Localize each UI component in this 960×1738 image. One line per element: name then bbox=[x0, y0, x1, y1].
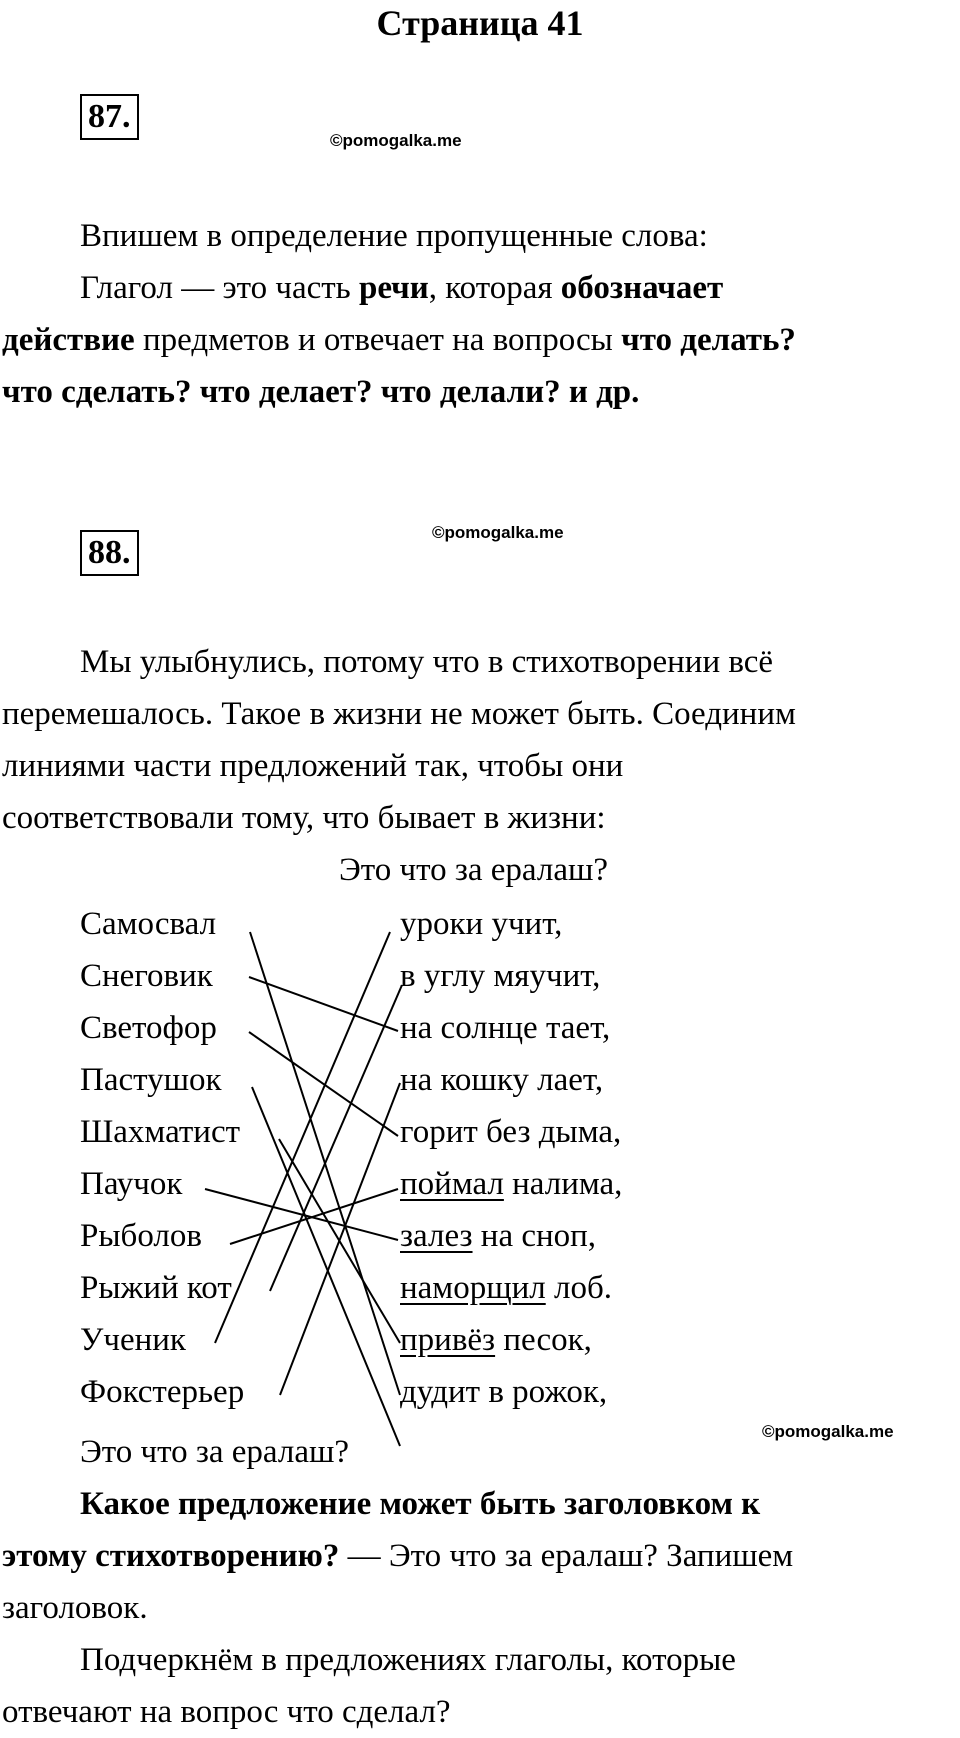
task88-para-line1: Мы улыбнулись, потому что в стихотворении всё bbox=[80, 644, 774, 680]
watermark: ©pomogalka.me bbox=[762, 1422, 894, 1441]
match-line bbox=[230, 1189, 398, 1244]
text: в углу мяучит, bbox=[400, 958, 601, 994]
task88-para-line3: линиями части предложений так, чтобы они bbox=[2, 748, 624, 784]
match-line bbox=[270, 985, 402, 1291]
text: дудит в рожок, bbox=[400, 1374, 608, 1410]
text: уроки учит, bbox=[400, 906, 563, 942]
task87-definition-line2 bbox=[2, 314, 796, 366]
text: песок, bbox=[495, 1322, 592, 1358]
right-item bbox=[400, 1062, 603, 1098]
question-line2 bbox=[2, 1530, 793, 1582]
match-line bbox=[279, 1139, 400, 1343]
match-line bbox=[280, 1083, 400, 1395]
verb: наморщил bbox=[400, 1270, 546, 1306]
filled-word: что делать? bbox=[621, 322, 796, 358]
left-item: Светофор bbox=[80, 1010, 217, 1046]
filled-word: обозначает bbox=[560, 270, 724, 306]
task88-para-line4: соответствовали тому, что бывает в жизни: bbox=[2, 800, 606, 836]
match-line bbox=[215, 932, 390, 1343]
task-number-88: 88. bbox=[80, 530, 139, 576]
task87-intro: Впишем в определение пропущенные слова: bbox=[80, 218, 708, 254]
left-item: Пастушок bbox=[80, 1062, 222, 1098]
left-item: Рыболов bbox=[80, 1218, 202, 1254]
text: горит без дыма, bbox=[400, 1114, 622, 1150]
match-line bbox=[252, 1087, 400, 1446]
left-item: Рыжий кот bbox=[80, 1270, 232, 1306]
match-line bbox=[205, 1189, 398, 1240]
task88-para-line2: перемешалось. Такое в жизни не может быть. Соединим bbox=[2, 696, 796, 732]
text: на сноп, bbox=[472, 1218, 597, 1254]
page-title: Страница 41 bbox=[376, 3, 584, 43]
underline-instr-line1: Подчеркнём в предложениях глаголы, которые bbox=[80, 1642, 736, 1678]
match-line bbox=[250, 932, 400, 1395]
text: налима, bbox=[503, 1166, 623, 1202]
left-item: Паучок bbox=[80, 1166, 183, 1202]
left-item: Снеговик bbox=[80, 958, 213, 994]
filled-word: действие bbox=[2, 322, 135, 358]
left-item: Шахматист bbox=[80, 1114, 241, 1150]
right-item bbox=[400, 906, 562, 942]
right-item bbox=[400, 1166, 622, 1202]
text: , которая bbox=[428, 270, 561, 306]
match-line bbox=[249, 977, 398, 1031]
filled-word: речи bbox=[358, 270, 429, 306]
question-bold: этому стихотворению? bbox=[2, 1538, 340, 1574]
text: предметов и отвечает на вопросы bbox=[134, 322, 622, 358]
right-item bbox=[400, 1322, 592, 1358]
text: лоб. bbox=[545, 1270, 612, 1306]
task87-definition-line3: что сделать? что делает? что делали? и др. bbox=[2, 374, 640, 410]
verb: привёз bbox=[400, 1322, 496, 1358]
right-item bbox=[400, 1270, 612, 1306]
left-item: Ученик bbox=[80, 1322, 186, 1358]
right-item bbox=[400, 1010, 610, 1046]
right-item bbox=[400, 1374, 607, 1410]
poem-end: Это что за ералаш? bbox=[80, 1434, 350, 1470]
left-item: Самосвал bbox=[80, 906, 217, 942]
text: Глагол — это часть bbox=[80, 270, 359, 306]
verb: залез bbox=[400, 1218, 473, 1254]
underline-instr-line2: отвечают на вопрос что сделал? bbox=[2, 1694, 451, 1730]
verb: поймал bbox=[400, 1166, 504, 1202]
right-item bbox=[400, 1114, 621, 1150]
right-item bbox=[400, 1218, 596, 1254]
question-line1: Какое предложение может быть заголовком к bbox=[80, 1486, 761, 1522]
right-item bbox=[400, 958, 600, 994]
answer: — Это что за ералаш? Запишем bbox=[339, 1538, 794, 1574]
answer-line3: заголовок. bbox=[2, 1590, 148, 1626]
watermark: ©pomogalka.me bbox=[432, 523, 564, 542]
watermark: ©pomogalka.me bbox=[330, 131, 462, 150]
left-item: Фокстерьер bbox=[80, 1374, 245, 1410]
task87-definition-line1 bbox=[80, 262, 723, 314]
poem-title: Это что за ералаш? bbox=[339, 852, 609, 888]
task-number-87: 87. bbox=[80, 94, 139, 140]
text: на кошку лает, bbox=[400, 1062, 604, 1098]
match-line bbox=[249, 1032, 398, 1136]
text: на солнце тает, bbox=[400, 1010, 611, 1046]
